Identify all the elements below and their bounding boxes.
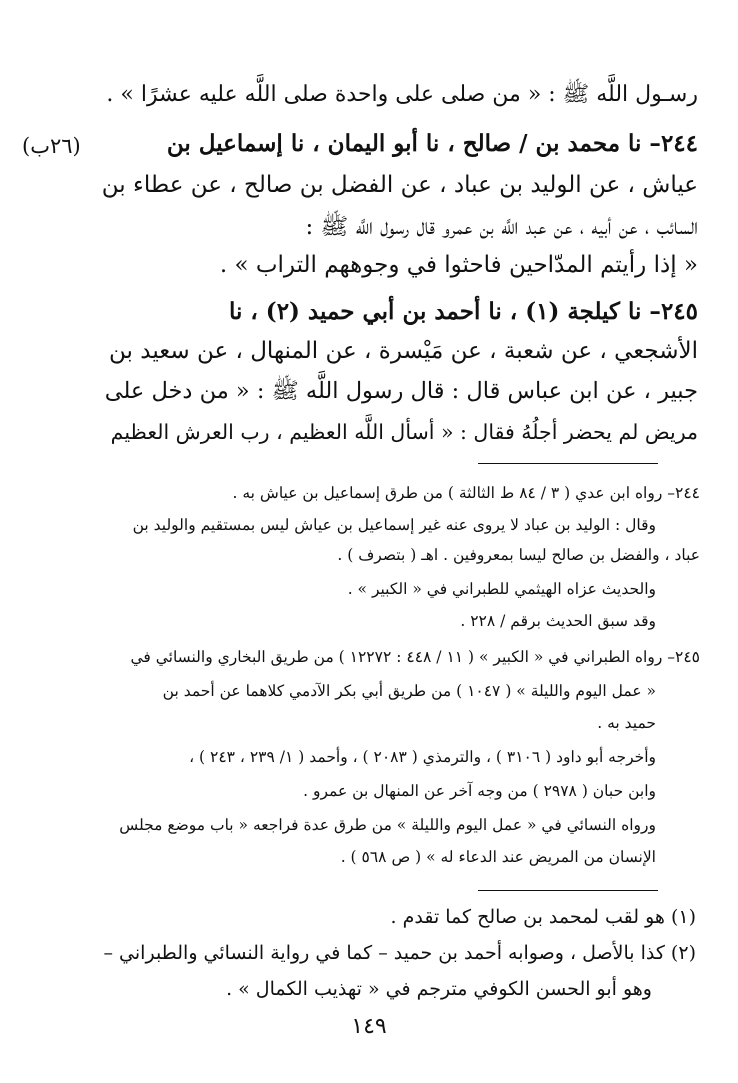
note-244-line-3: عباد ، والفضل بن صالح ليسا بمعروفين . اهـ ( بتصرف ) .: [337, 546, 700, 564]
note-245-line-2: « عمل اليوم والليلة » ( ١٠٤٧ ) من طريق أبي بكر الآدمي كلاهما عن أحمد بن: [162, 682, 656, 700]
main-line-1: رسـول اللَّه ﷺ : « من صلى على واحدة صلى اللَّه عليه عشرًا » .: [106, 82, 698, 107]
footnote-2: (٢) كذا بالأصل ، وصوابه أحمد بن حميد – كما في رواية النسائي والطبراني –: [103, 942, 696, 964]
main-line-4: السائب ، عن أبيه ، عن عبد اللَّه بن عمرو قال رسول اللَّه ﷺ :: [305, 214, 698, 240]
note-245-line-5: وابن حبان ( ٢٩٧٨ ) من وجه آخر عن المنهال بن عمرو .: [303, 782, 656, 800]
hadith-245-heading: ٢٤٥– نا كيلجة (١) ، نا أحمد بن أبي حميد (٢) ، نا: [228, 298, 698, 325]
main-line-8: جبير ، عن ابن عباس قال : قال رسول اللَّه ﷺ : « من دخل على: [104, 378, 698, 404]
footnote-2-continued: وهو أبو الحسن الكوفي مترجم في « تهذيب الكمال » .: [226, 978, 652, 1000]
note-244-line-2: وقال : الوليد بن عباد لا يروى عنه غير إسماعيل بن عياش ليس بمستقيم والوليد بن: [132, 516, 656, 534]
page-number: ١٤٩: [351, 1014, 387, 1039]
note-245-line-6: ورواه النسائي في « عمل اليوم والليلة » من طرق عدة فراجعه « باب موضع مجلس: [119, 816, 656, 834]
note-244-line-1: ٢٤٤– رواه ابن عدي ( ٣ / ٨٤ ط الثالثة ) من طرق إسماعيل بن عياش به .: [232, 484, 700, 502]
note-244-line-4: والحديث عزاه الهيثمي للطبراني في « الكبير » .: [347, 580, 656, 598]
note-245-line-4: وأخرجه أبو داود ( ٣١٠٦ ) ، والترمذي ( ٢٠٨٣ ) ، وأحمد ( ١/ ٢٣٩ ، ٢٤٣ ) ،: [189, 748, 656, 766]
notes-separator: [478, 463, 658, 464]
main-line-9: مريض لم يحضر أجلُهُ فقال : « أسأل اللَّه العظيم ، رب العرش العظيم: [110, 420, 698, 444]
note-245-line-3: حميد به .: [597, 714, 656, 732]
note-245-line-7: الإنسان من المريض عند الدعاء له » ( ص ٥٦٨ ) .: [340, 848, 656, 866]
hadith-244-heading: ٢٤٤– نا محمد بن / صالح ، نا أبو اليمان ، نا إسماعيل بن: [166, 130, 698, 157]
footnotes-separator: [478, 890, 658, 891]
note-244-line-5: وقد سبق الحديث برقم / ٢٢٨ .: [460, 612, 656, 630]
main-line-5: « إذا رأيتم المدّاحين فاحثوا في وجوههم التراب » .: [219, 252, 698, 278]
main-line-3: عياش ، عن الوليد بن عباد ، عن الفضل بن صالح ، عن عطاء بن: [101, 172, 698, 198]
note-245-line-1: ٢٤٥– رواه الطبراني في « الكبير » ( ١١ / ٤٤٨ : ١٢٢٧٢ ) من طريق البخاري والنسائي في: [130, 648, 700, 666]
footnote-1: (١) هو لقب لمحمد بن صالح كما تقدم .: [390, 906, 696, 928]
main-line-7: الأشجعي ، عن شعبة ، عن مَيْسرة ، عن المنهال ، عن سعيد بن: [109, 338, 698, 364]
margin-folio-note: (٢٦ب): [22, 134, 81, 158]
